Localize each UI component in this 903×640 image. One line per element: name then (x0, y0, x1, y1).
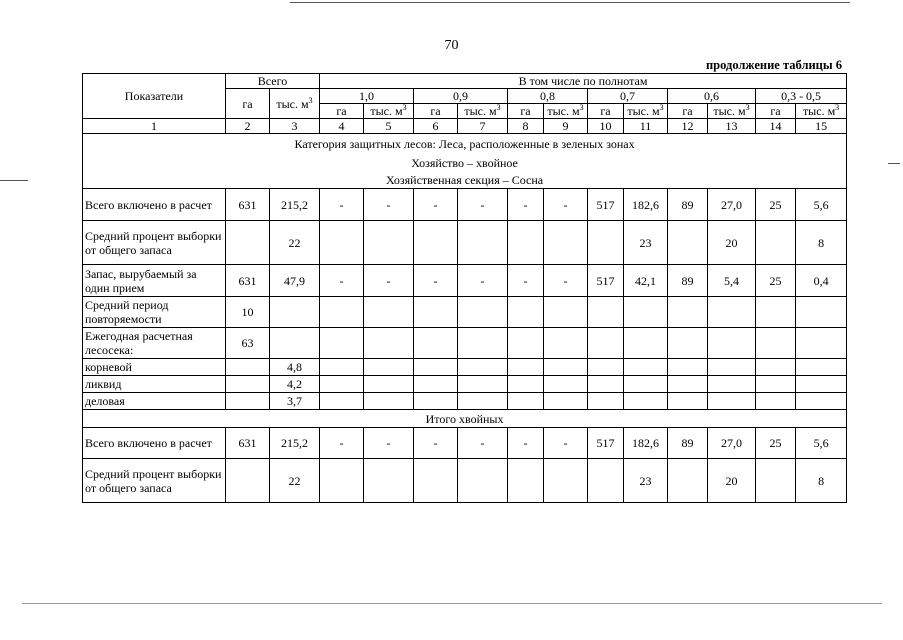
table-cell (588, 376, 624, 393)
table-cell: 0,4 (796, 265, 847, 297)
column-number-cell: 8 (508, 119, 544, 134)
header-indicators: Показатели (83, 74, 226, 119)
subheader-ha: га (508, 104, 544, 119)
table-cell (624, 359, 668, 376)
table-cell (458, 376, 508, 393)
table-row (83, 359, 847, 376)
table-cell (364, 376, 414, 393)
header-fullness-3: 0,7 (588, 89, 668, 104)
subheader-tm: тыс. $м^3$ (624, 104, 668, 119)
table-cell (624, 376, 668, 393)
table-cell: - (414, 428, 458, 459)
header-total-tm: тыс. $м^3$ (270, 89, 320, 119)
table-cell (458, 297, 508, 328)
header-fullness-5: 0,3 - 0,5 (756, 89, 847, 104)
table-cell (364, 459, 414, 503)
column-number-cell: 2 (226, 119, 270, 134)
table-cell: 182,6 (624, 428, 668, 459)
table-cell (668, 221, 708, 265)
table-cell (458, 459, 508, 503)
row-label: Средний процент выборки от общего запаса (83, 459, 226, 503)
table-cell: - (364, 428, 414, 459)
table-cell (458, 328, 508, 359)
table-cell: 89 (668, 265, 708, 297)
table-cell: 89 (668, 189, 708, 221)
table-row (83, 428, 847, 459)
subheader-tm: тыс. $м^3$ (708, 104, 756, 119)
table-cell (708, 297, 756, 328)
row-label: Запас, вырубаемый за один прием (83, 265, 226, 297)
table-cell (756, 393, 796, 410)
table-cell: - (458, 428, 508, 459)
table-cell (414, 459, 458, 503)
table-cell (414, 393, 458, 410)
table-row (83, 297, 847, 328)
row-label: ликвид (83, 376, 226, 393)
row-label: деловая (83, 393, 226, 410)
table-cell (320, 376, 364, 393)
table-cell: - (508, 428, 544, 459)
column-number-cell: 14 (756, 119, 796, 134)
table-cell: 182,6 (624, 189, 668, 221)
table-cell (364, 221, 414, 265)
table-cell (796, 359, 847, 376)
subheader-ha: га (756, 104, 796, 119)
table-cell (588, 459, 624, 503)
table-cell (708, 393, 756, 410)
table-cell: 517 (588, 189, 624, 221)
table-cell: - (320, 189, 364, 221)
column-number-cell: 15 (796, 119, 847, 134)
table-cell (668, 328, 708, 359)
table-cell (320, 328, 364, 359)
table-cell (668, 359, 708, 376)
table-cell (668, 393, 708, 410)
table-cell (708, 328, 756, 359)
table-cell: - (458, 265, 508, 297)
table-cell (320, 297, 364, 328)
table-cell (226, 376, 270, 393)
table-cell (668, 459, 708, 503)
table-cell (796, 328, 847, 359)
table-cell (508, 459, 544, 503)
table-cell (588, 297, 624, 328)
subheader-tm: тыс. $м^3$ (364, 104, 414, 119)
row-label: Всего включено в расчет (83, 428, 226, 459)
table-cell (756, 297, 796, 328)
table-cell (756, 221, 796, 265)
table-cell: 27,0 (708, 428, 756, 459)
table-cell (756, 359, 796, 376)
table-cell (756, 459, 796, 503)
table-cell (796, 376, 847, 393)
table-cell (320, 393, 364, 410)
table-cell: 20 (708, 221, 756, 265)
table-cell: 5,4 (708, 265, 756, 297)
table-cell (668, 297, 708, 328)
table-cell: 22 (270, 221, 320, 265)
table-cell (508, 376, 544, 393)
subheader-ha: га (668, 104, 708, 119)
table-cell (364, 393, 414, 410)
subheader-tm: тыс. $м^3$ (458, 104, 508, 119)
table-cell (544, 221, 588, 265)
table-cell (756, 376, 796, 393)
column-number-cell: 7 (458, 119, 508, 134)
table-cell: - (544, 428, 588, 459)
table-cell (458, 393, 508, 410)
section-total-conifer: Итого хвойных (83, 410, 847, 428)
table-cell (544, 376, 588, 393)
table-cell: 42,1 (624, 265, 668, 297)
table-cell (226, 459, 270, 503)
table-cell (270, 297, 320, 328)
table-cell (508, 393, 544, 410)
header-fullness-4: 0,6 (668, 89, 756, 104)
table-cell: 25 (756, 189, 796, 221)
table-cell: 5,6 (796, 189, 847, 221)
section-economy: Хозяйство – хвойное (83, 154, 847, 172)
table-cell (544, 328, 588, 359)
column-number-cell: 11 (624, 119, 668, 134)
table-row (83, 393, 847, 410)
table-cell: - (320, 265, 364, 297)
column-number-cell: 12 (668, 119, 708, 134)
table-cell: 517 (588, 428, 624, 459)
table-row (83, 328, 847, 359)
table-cell (414, 359, 458, 376)
column-number-row (83, 119, 847, 134)
table-cell: - (320, 428, 364, 459)
column-number-cell: 4 (320, 119, 364, 134)
table-cell (544, 297, 588, 328)
table-cell (708, 376, 756, 393)
table-cell: 10 (226, 297, 270, 328)
table-cell: - (508, 265, 544, 297)
table-cell (588, 328, 624, 359)
table-cell (414, 328, 458, 359)
table-cell: 27,0 (708, 189, 756, 221)
column-number-cell: 13 (708, 119, 756, 134)
column-number-cell: 6 (414, 119, 458, 134)
table-cell (624, 393, 668, 410)
subheader-ha: га (414, 104, 458, 119)
section-species: Хозяйственная секция – Сосна (83, 172, 847, 189)
table-cell: 8 (796, 221, 847, 265)
table-cell: 631 (226, 189, 270, 221)
table-cell: 23 (624, 459, 668, 503)
table-continuation-note: продолжение таблицы 6 (705, 58, 842, 72)
table-cell: 4,8 (270, 359, 320, 376)
table-row (83, 265, 847, 297)
table-row (83, 189, 847, 221)
subheader-ha: га (588, 104, 624, 119)
table-cell (226, 393, 270, 410)
table-cell: 47,9 (270, 265, 320, 297)
table-cell (458, 359, 508, 376)
table-cell (508, 359, 544, 376)
header-fullness-2: 0,8 (508, 89, 588, 104)
table-cell (364, 328, 414, 359)
subheader-ha: га (320, 104, 364, 119)
table-cell (544, 359, 588, 376)
table-cell: 22 (270, 459, 320, 503)
header-incl-fullness: В том числе по полнотам (320, 74, 847, 89)
header-total-ha: га (226, 89, 270, 119)
table-cell (320, 359, 364, 376)
table-cell (320, 459, 364, 503)
table-cell (414, 297, 458, 328)
table-cell (414, 221, 458, 265)
table-cell: - (508, 189, 544, 221)
header-total: Всего (226, 74, 320, 89)
table-cell (270, 328, 320, 359)
table-cell (544, 459, 588, 503)
column-number-cell: 10 (588, 119, 624, 134)
table-row (83, 459, 847, 503)
table-cell: 215,2 (270, 428, 320, 459)
table-cell: 517 (588, 265, 624, 297)
table-cell (364, 297, 414, 328)
table-cell (508, 328, 544, 359)
header-fullness-1: 0,9 (414, 89, 508, 104)
column-number-cell: 9 (544, 119, 588, 134)
table-cell (588, 393, 624, 410)
table-cell: 20 (708, 459, 756, 503)
table-cell: - (364, 265, 414, 297)
table-cell (588, 359, 624, 376)
table-cell: 25 (756, 428, 796, 459)
table-cell (796, 393, 847, 410)
table-cell: - (414, 265, 458, 297)
table-cell (708, 359, 756, 376)
table-cell (414, 376, 458, 393)
table-cell: - (458, 189, 508, 221)
table-cell (508, 297, 544, 328)
table-cell: 23 (624, 221, 668, 265)
table-cell (668, 376, 708, 393)
forest-table (82, 73, 847, 503)
subheader-tm: тыс. $м^3$ (796, 104, 847, 119)
table-cell: 4,2 (270, 376, 320, 393)
table-cell (796, 297, 847, 328)
column-number-cell: 1 (83, 119, 226, 134)
column-number-cell: 3 (270, 119, 320, 134)
row-label: Средний период повторяемости (83, 297, 226, 328)
subheader-tm: тыс. $м^3$ (544, 104, 588, 119)
table-row (83, 376, 847, 393)
table-cell (320, 221, 364, 265)
table-cell: 5,6 (796, 428, 847, 459)
page-number: 70 (444, 38, 459, 53)
table-row (83, 221, 847, 265)
table-cell: - (544, 189, 588, 221)
table-cell (544, 393, 588, 410)
table-cell: 8 (796, 459, 847, 503)
table-cell: 25 (756, 265, 796, 297)
table-cell: 631 (226, 265, 270, 297)
table-cell: 63 (226, 328, 270, 359)
table-cell (226, 359, 270, 376)
table-cell: 3,7 (270, 393, 320, 410)
table-cell (508, 221, 544, 265)
table-cell (756, 328, 796, 359)
table-cell: 631 (226, 428, 270, 459)
table-cell (588, 221, 624, 265)
table-cell (226, 221, 270, 265)
table-cell: 215,2 (270, 189, 320, 221)
table-cell: - (414, 189, 458, 221)
table-cell: 89 (668, 428, 708, 459)
table-cell (624, 297, 668, 328)
table-cell (624, 328, 668, 359)
row-label: Средний процент выборки от общего запаса (83, 221, 226, 265)
row-label: корневой (83, 359, 226, 376)
column-number-cell: 5 (364, 119, 414, 134)
table-cell: - (364, 189, 414, 221)
table-cell (364, 359, 414, 376)
table-cell (458, 221, 508, 265)
header-fullness-0: 1,0 (320, 89, 414, 104)
row-label: Ежегодная расчетная лесосека: (83, 328, 226, 359)
section-category: Категория защитных лесов: Леса, расположенные в зеленых зонах (83, 134, 847, 154)
row-label: Всего включено в расчет (83, 189, 226, 221)
table-cell: - (544, 265, 588, 297)
